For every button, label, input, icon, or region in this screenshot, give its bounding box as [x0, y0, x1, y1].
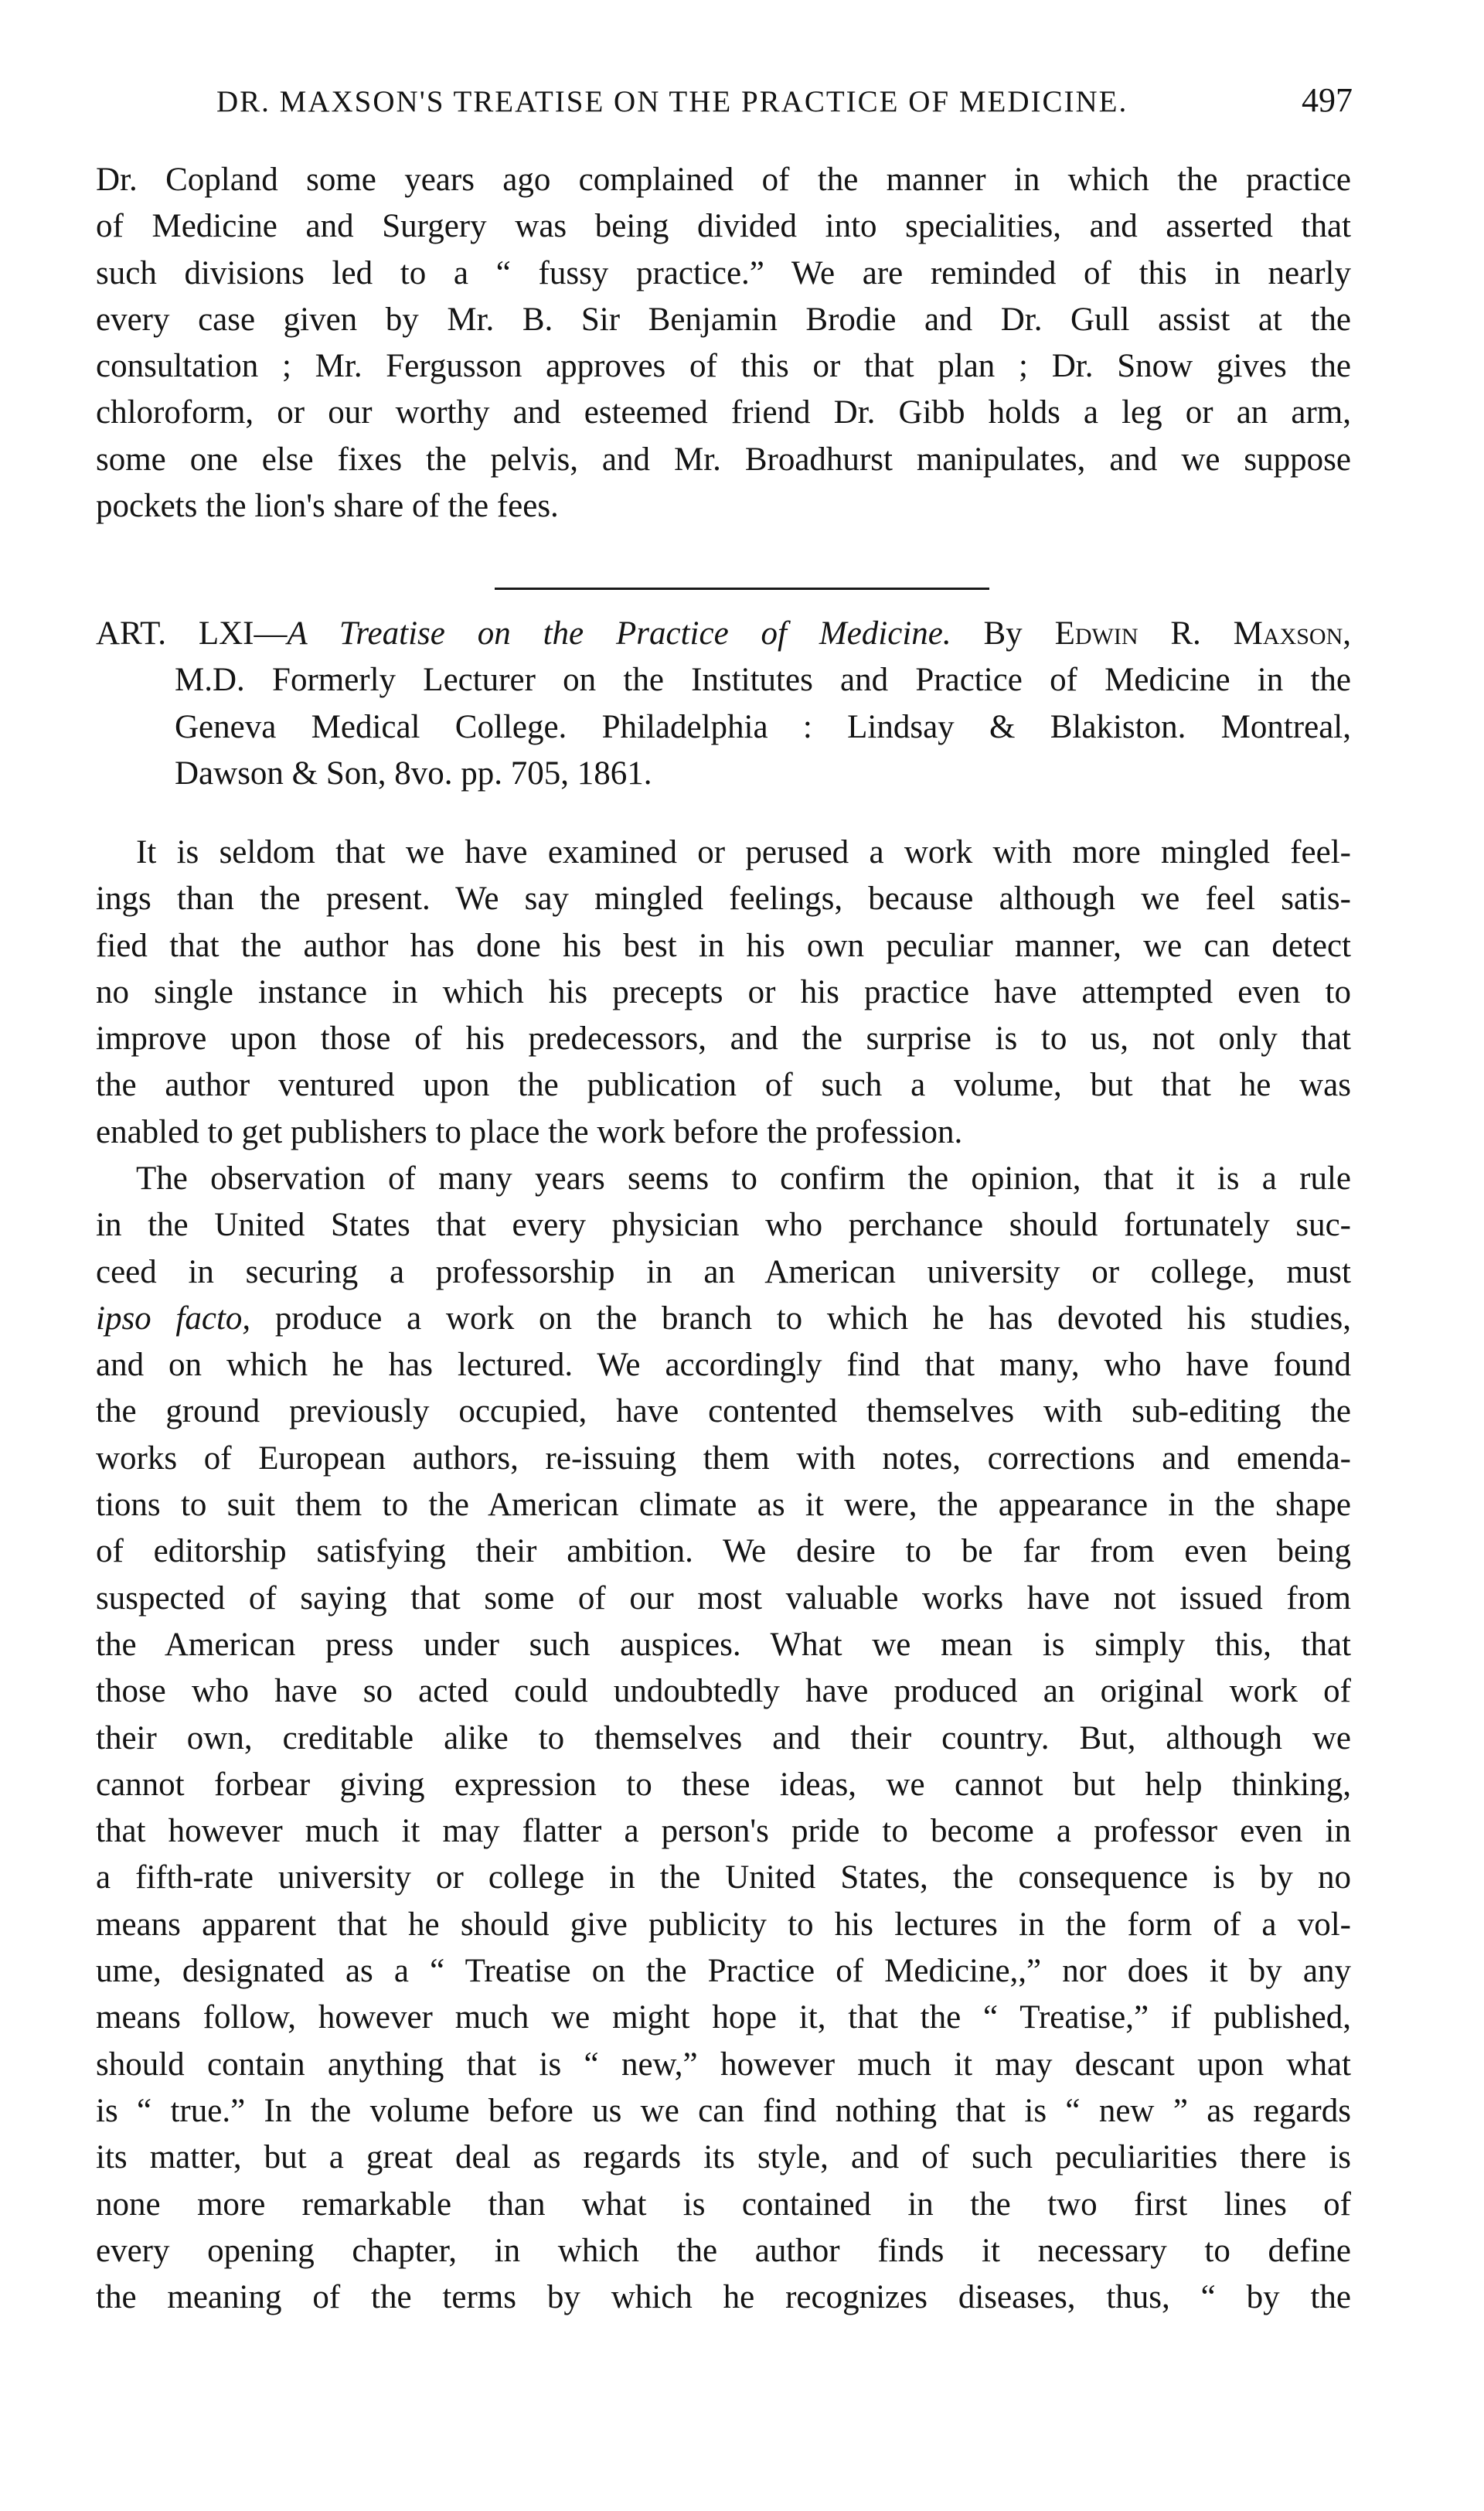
article-heading-line: Dawson & Son, 8vo. pp. 705, 1861.	[175, 755, 652, 792]
intro-paragraph	[96, 157, 1351, 530]
article-author: Edwin R. Maxson,	[1054, 615, 1351, 652]
text-line: that however much it may flatter a person's pride to become a professor even in	[96, 1813, 1351, 1850]
text-line: their own, creditable alike to themselves and their country. But, although we	[96, 1719, 1351, 1756]
article-title: A Treatise on the Practice of Medicine.	[287, 615, 951, 652]
text-line: every case given by Mr. B. Sir Benjamin Brodie and Dr. Gull assist at the	[96, 301, 1351, 338]
body-paragraph-1	[96, 830, 1351, 1156]
text-line: the meaning of the terms by which he recognizes diseases, thus, “ by the	[96, 2279, 1351, 2316]
text-line: fied that the author has done his best in his own peculiar manner, we can detect	[96, 927, 1351, 964]
text-line: the ground previously occupied, have contented themselves with sub-editing the	[96, 1393, 1351, 1430]
text-line: ceed in securing a professorship in an American university or college, must	[96, 1253, 1351, 1290]
text-line: of editorship satisfying their ambition. We desire to be far from even being	[96, 1533, 1351, 1570]
text-line: every opening chapter, in which the author finds it necessary to define	[96, 2232, 1351, 2269]
text-line: of Medicine and Surgery was being divided into specialities, and asserted that	[96, 208, 1351, 245]
article-number: ART. LXI—	[96, 615, 288, 652]
text-line: pockets the lion's share of the fees.	[96, 488, 559, 525]
text-line: ings than the present. We say mingled feelings, because although we feel satis-	[96, 881, 1351, 918]
text-line-rest: produce a work on the branch to which he has devoted his studies,	[250, 1300, 1351, 1337]
text-line: the author ventured upon the publication of such a volume, but that he was	[96, 1067, 1351, 1104]
text-line: tions to suit them to the American climate as it were, the appearance in the shape	[96, 1487, 1351, 1524]
text-line: and on which he has lectured. We accordingly find that many, who have found	[96, 1347, 1351, 1384]
article-heading	[96, 611, 1351, 797]
text-line: suspected of saying that some of our most valuable works have not issued from	[96, 1579, 1351, 1617]
article-heading-line: M.D. Formerly Lecturer on the Institutes and Practice of Medicine in the	[175, 662, 1351, 699]
running-head	[216, 80, 1353, 130]
text-line: chloroform, or our worthy and esteemed friend Dr. Gibb holds a leg or an arm,	[96, 394, 1351, 431]
text-line: none more remarkable than what is contained in the two first lines of	[96, 2186, 1351, 2223]
text-line: cannot forbear giving expression to these ideas, we cannot but help thinking,	[96, 1766, 1351, 1803]
body-paragraph-2	[96, 1156, 1351, 2321]
text-line: works of European authors, re-issuing them with notes, corrections and emenda-	[96, 1439, 1351, 1477]
text-line: no single instance in which his precepts or his practice have attempted even to	[96, 973, 1351, 1010]
page-number: 497	[1302, 81, 1353, 119]
text-line: It is seldom that we have examined or perused a work with more mingled feel-	[136, 834, 1351, 871]
article-heading-first-line	[96, 611, 1351, 657]
latin-phrase: ipso facto,	[96, 1300, 251, 1337]
text-line: The observation of many years seems to confirm the opinion, that it is a rule	[136, 1160, 1351, 1197]
text-line: Dr. Copland some years ago complained of the manner in which the practice	[96, 162, 1351, 198]
running-head-title: DR. MAXSON'S TREATISE ON THE PRACTICE OF MEDICINE.	[216, 85, 1128, 118]
text-line: consultation ; Mr. Fergusson approves of this or that plan ; Dr. Snow gives the	[96, 348, 1351, 385]
text-line: such divisions led to a “ fussy practice.” We are reminded of this in nearly	[96, 254, 1351, 291]
text-line: a fifth-rate university or college in the United States, the consequence is by no	[96, 1859, 1351, 1896]
text-line	[96, 1296, 1351, 1342]
text-line: the American press under such auspices. What we mean is simply this, that	[96, 1626, 1351, 1663]
article-by: By	[983, 615, 1023, 652]
article-heading-line: Geneva Medical College. Philadelphia : Lindsay & Blakiston. Montreal,	[175, 708, 1351, 745]
text-line: ume, designated as a “ Treatise on the Practice of Medicine,,” nor does it by any	[96, 1953, 1351, 1990]
section-divider	[495, 588, 989, 590]
text-line: means apparent that he should give publicity to his lectures in the form of a vol-	[96, 1906, 1351, 1943]
text-line: improve upon those of his predecessors, and the surprise is to us, not only that	[96, 1020, 1351, 1058]
text-line: should contain anything that is “ new,” however much it may descant upon what	[96, 2046, 1351, 2083]
text-line: its matter, but a great deal as regards its style, and of such peculiarities there is	[96, 2139, 1351, 2176]
text-line: those who have so acted could undoubtedly have produced an original work of	[96, 1673, 1351, 1710]
text-line: is “ true.” In the volume before us we can find nothing that is “ new ” as regards	[96, 2092, 1351, 2129]
text-line: some one else fixes the pelvis, and Mr. Broadhurst manipulates, and we suppose	[96, 441, 1351, 478]
text-line: enabled to get publishers to place the work before the profession.	[96, 1113, 963, 1150]
text-line: in the United States that every physician who perchance should fortunately suc-	[96, 1207, 1351, 1244]
text-line: means follow, however much we might hope it, that the “ Treatise,” if published,	[96, 1999, 1351, 2036]
